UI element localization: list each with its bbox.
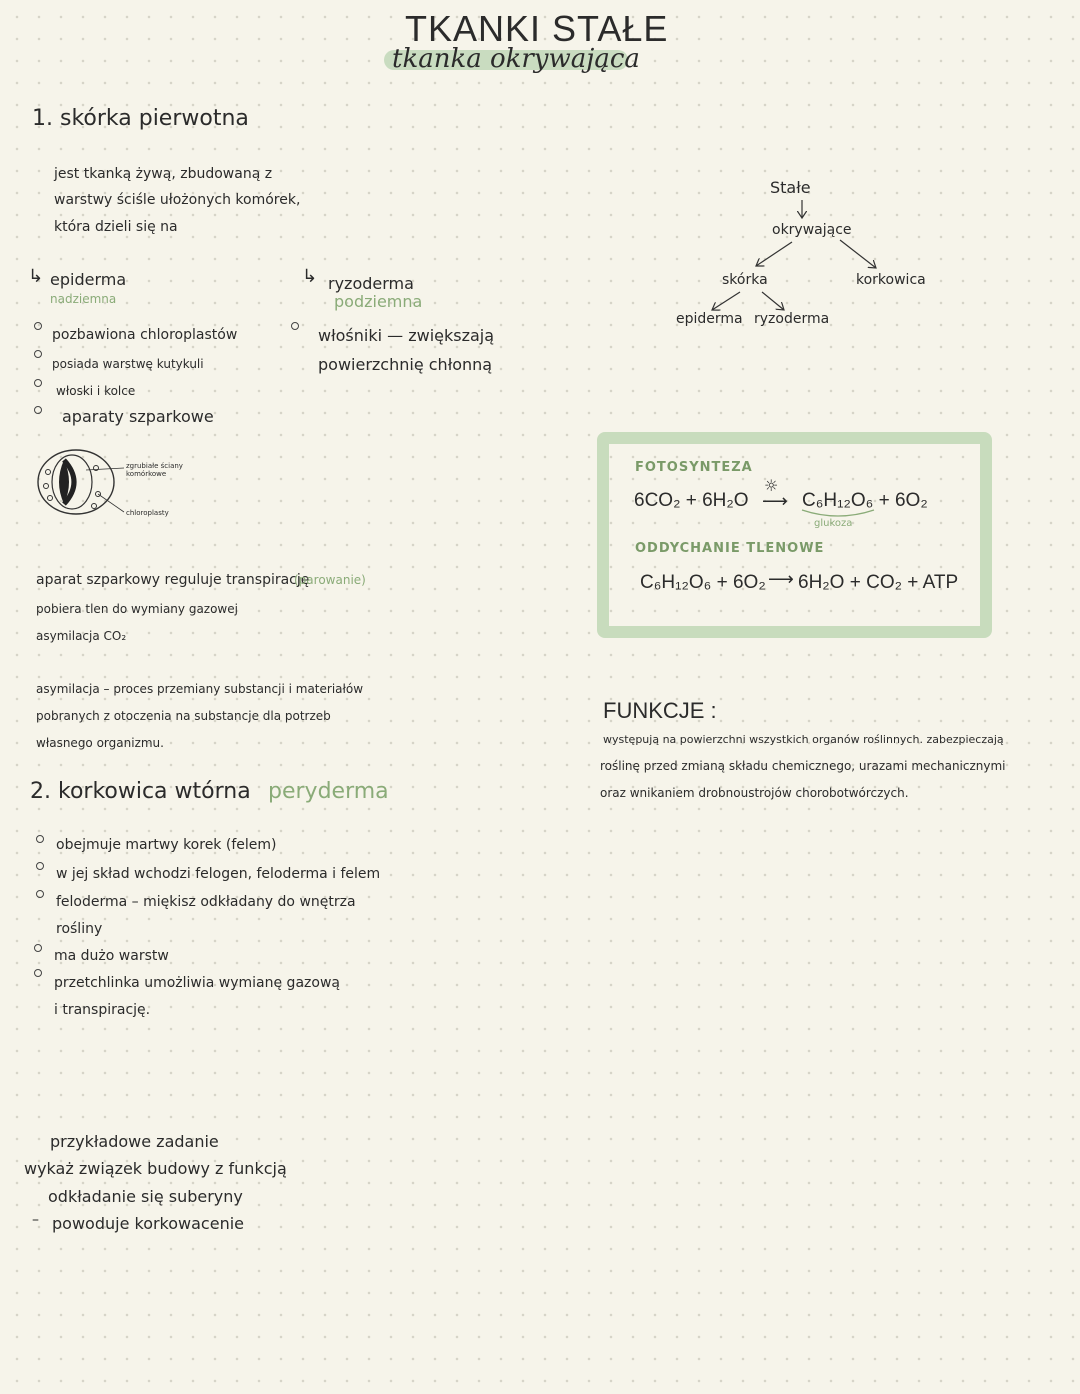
bullet-icon [34,406,42,414]
desc-line: warstwy ściśle ułożonych komórek, [54,192,301,208]
corner-arrow-icon: ↳ [302,266,318,287]
example-line: wykaż związek budowy z funkcją [24,1159,287,1178]
sun-icon: ☼ [764,476,779,495]
stoma-label-walls: zgrubiałe ściany komórkowe [126,462,183,478]
epiderma-item: pozbawiona chloroplastów [52,327,238,343]
section2-heading: 2. korkowica wtórna [30,779,251,804]
section2-item: i transpirację. [54,1002,151,1018]
tree-right: korkowica [856,272,926,288]
foto-left: 6CO₂ + 6H₂O [634,490,749,511]
ryzoderma-sub: podziemna [334,292,423,311]
asymilacja-line: asymilacja – proces przemiany substancji i materiałów [36,682,364,696]
epiderma-label: epiderma [50,270,127,289]
funkcje-line: oraz wnikaniem drobnoustrojów chorobotwórczych. [600,786,909,800]
asymilacja-line: pobranych z otoczenia na substancje dla potrzeb [36,709,331,723]
foto-right: C₆H₁₂O₆ + 6O₂ [802,490,928,511]
foto-title: FOTOSYNTEZA [635,460,753,475]
bullet-icon [34,322,42,330]
stoma-label-chloroplasts: chloroplasty [126,509,169,517]
section2-item: przetchlinka umożliwia wymianę gazową [54,975,340,991]
tree-arrows-icon [700,196,890,316]
epiderma-sub: nadziemna [50,292,117,306]
bullet-icon [36,835,44,843]
odd-left: C₆H₁₂O₆ + 6O₂ [640,572,766,593]
example-line: przykładowe zadanie [50,1132,219,1151]
aparat-note: (parowanie) [294,573,366,587]
epiderma-item: aparaty szparkowe [62,407,214,426]
arrow-right-icon: ⟶ [768,569,794,590]
tree-level1: okrywające [772,222,852,238]
section1-heading: 1. skórka pierwotna [32,106,249,131]
section2-item: obejmuje martwy korek (felem) [56,837,277,853]
funkcje-line: występują na powierzchni wszystkich organów roślinnych. zabezpieczają [603,733,1004,746]
bullet-icon [36,862,44,870]
ryzoderma-item: włośniki — zwiększają [318,326,495,345]
aparat-line: asymilacja CO₂ [36,629,127,643]
asymilacja-line: własnego organizmu. [36,736,164,750]
bullet-icon [34,379,42,387]
tree-left: skórka [722,272,768,288]
epiderma-item: włoski i kolce [56,384,136,398]
bullet-icon [291,322,299,330]
page-subtitle: tkanka okrywająca [392,44,640,74]
section2-heading-green: peryderma [268,779,389,804]
bullet-icon [36,890,44,898]
example-line: powoduje korkowacenie [52,1214,244,1233]
page-title: TKANKI STAŁE [405,8,669,49]
bullet-icon [34,350,42,358]
stoma-diagram-icon [34,446,204,520]
section2-item: ma dużo warstw [54,948,169,964]
tree-root: Stałe [770,178,811,197]
glukoza-label: glukoza [814,518,853,529]
section2-item: rośliny [56,921,103,937]
funkcje-title: FUNKCJE : [603,698,717,723]
section2-item: w jej skład wchodzi felogen, feloderma i felem [56,866,381,882]
ryzoderma-item: powierzchnię chłonną [318,355,493,374]
desc-line: jest tkanką żywą, zbudowaną z [54,166,273,182]
ryzoderma-label: ryzoderma [328,274,414,293]
epiderma-item: posiada warstwę kutykuli [52,357,204,371]
section2-item: feloderma – miękisz odkładany do wnętrza [56,894,356,910]
aparat-line: pobiera tlen do wymiany gazowej [36,602,238,616]
odd-title: ODDYCHANIE TLENOWE [635,541,825,556]
desc-line: która dzieli się na [54,219,178,235]
corner-arrow-icon: ↳ [28,266,44,287]
bullet-icon [34,969,42,977]
tree-leaf2: ryzoderma [754,311,830,327]
bullet-icon [34,944,42,952]
aparat-line: aparat szparkowy reguluje transpirację [36,572,310,588]
example-line: odkładanie się suberyny [48,1187,243,1206]
dash-icon: – [32,1212,39,1228]
tree-leaf1: epiderma [676,311,743,327]
funkcje-line: roślinę przed zmianą składu chemicznego, urazami mechanicznymi [600,759,1006,773]
odd-right: 6H₂O + CO₂ + ATP [798,572,959,593]
arrow-right-icon: ⟶ [762,491,788,512]
